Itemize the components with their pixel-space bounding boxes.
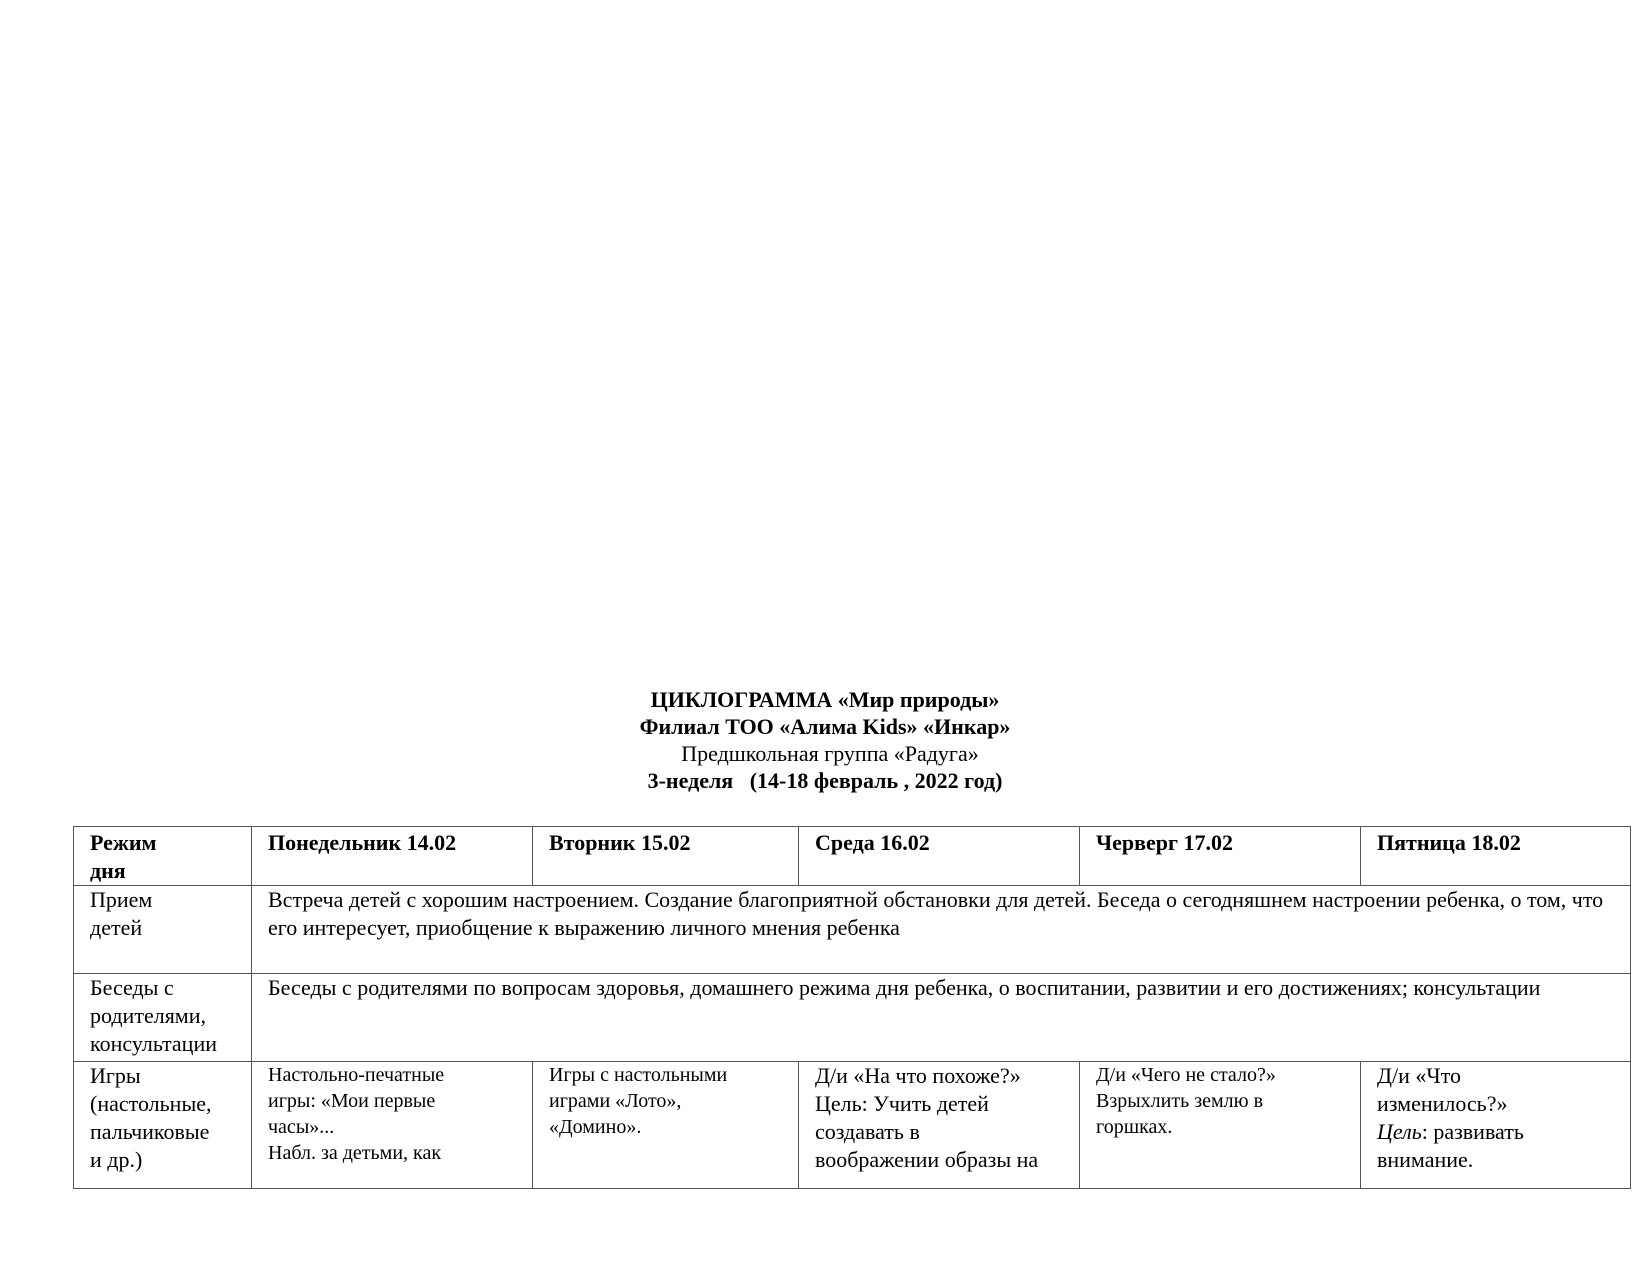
- parents-text: Беседы с родителями по вопросам здоровья, домашнего режима дня ребенка, о воспитании, развитии и его достижениях; консультации: [252, 974, 1631, 1062]
- table-row: [74, 886, 1631, 974]
- header-friday: Пятница 18.02: [1361, 827, 1631, 886]
- header-tuesday: Вторник 15.02: [533, 827, 799, 886]
- row-label-reception: Прием детей: [74, 886, 252, 974]
- games-monday: Настольно-печатные игры: «Мои первые часы»... Набл. за детьми, как: [252, 1062, 533, 1189]
- header-monday: Понедельник 14.02: [252, 827, 533, 886]
- document-header: [0, 686, 1650, 794]
- row-label-games: Игры (настольные, пальчиковые и др.): [74, 1062, 252, 1189]
- table-row: [74, 1062, 1631, 1189]
- header-wednesday: Среда 16.02: [799, 827, 1080, 886]
- branch-name: Филиал ТОО «Алима Kids» «Инкар»: [639, 714, 1011, 739]
- cyclogram-title: ЦИКЛОГРАММА «Мир природы»: [650, 687, 1000, 712]
- games-tuesday: Игры с настольными играми «Лото», «Домино».: [533, 1062, 799, 1189]
- header-regime: Режим дня: [74, 827, 252, 886]
- games-thursday: Д/и «Чего не стало?» Взрыхлить землю в горшках.: [1080, 1062, 1361, 1189]
- games-friday-goal-text: : развивать внимание.: [1377, 1119, 1524, 1172]
- games-friday-title: Д/и «Что изменилось?»: [1377, 1063, 1508, 1116]
- table-row: [74, 974, 1631, 1062]
- games-friday: [1361, 1062, 1631, 1189]
- schedule-table: [73, 826, 1631, 1189]
- table-header-row: [74, 827, 1631, 886]
- group-name: Предшкольная группа «Радуга»: [681, 741, 979, 766]
- week-dates: 3-неделя (14-18 февраль , 2022 год): [647, 768, 1003, 793]
- header-thursday: Черверг 17.02: [1080, 827, 1361, 886]
- reception-text: Встреча детей с хорошим настроением. Создание благоприятной обстановки для детей. Беседа о сегодняшнем настроении ребенка, о том, что его интересует, приобщение к выражению личного мнения ребенка: [252, 886, 1631, 974]
- games-wednesday: Д/и «На что похоже?» Цель: Учить детей создавать в воображении образы на: [799, 1062, 1080, 1189]
- games-friday-goal-label: Цель: [1377, 1119, 1422, 1144]
- row-label-parents: Беседы с родителями, консультации: [74, 974, 252, 1062]
